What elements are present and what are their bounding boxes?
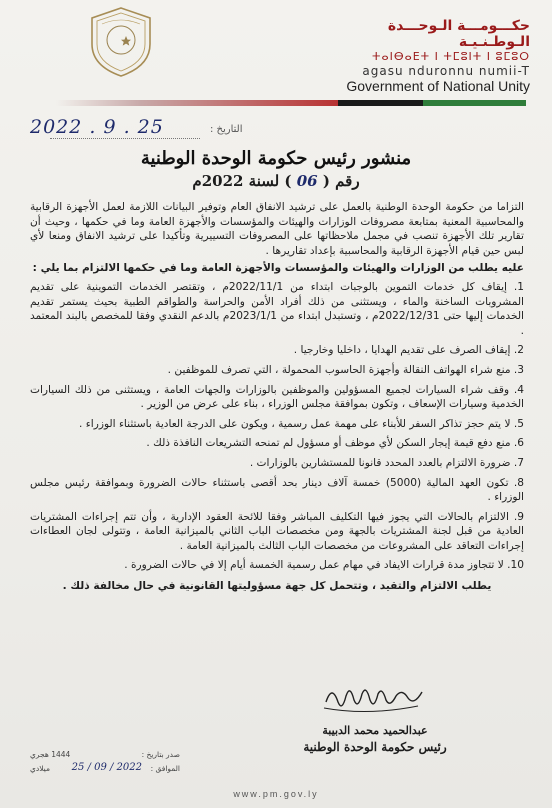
government-name-amazigh-latin: agasu nduronnu numii-T xyxy=(362,64,530,78)
list-item: 1. إيقاف كل خدمات التموين بالوجبات ابتداء من 2022/11/1م ، وتقتصر الخدمات التموينية على تقديم المشروبات الساخنة والماء ، ويستثنى من ذلك أفراد الأمن والحراسة والطواقم الطبية بحيث يستمر تقديم الخدمات إليها حتى 2022/12/31م ، وتستبدل ابتداء من 2023/1/1م بالدعم النقدي وفقا للمخصص بالبند المعتمد . xyxy=(30,280,525,337)
lead-sentence: عليه يطلب من الوزارات والهيئات والمؤسسات والأجهزة العامة وما في حكمها الالتزام بما يلي : xyxy=(32,262,524,275)
list-item: 4. وقف شراء السيارات لجميع المسؤولين والموظفين بالوزارات والجهات العامة ، ويستثنى من ذلك السيارات الخدمية وسيارات الإسعاف ، وتكون بموافقة مجلس الوزراء ، بناء على عرض من الوزير . xyxy=(30,383,524,411)
letterhead xyxy=(0,0,552,100)
document-title: منشور رئيس حكومة الوحدة الوطنية xyxy=(140,148,412,169)
number-suffix: ) لسنة 2022م xyxy=(192,172,292,190)
list-item: 9. الالتزام بالحالات التي يجوز فيها التكليف المباشر وفقا للائحة العقود الإدارية ، وأن تتم إجراءات المشتريات العادية من قبل لجنة المشتريات بالجهة ومن مخصصات الباب الثاني بالميزانية العامة ، وتتولى لجان العطاءات إجراءات التعاقد على المشروعات من مخصصات الباب الثالث بالميزانية العامة . xyxy=(30,510,524,552)
government-emblem-icon xyxy=(88,6,154,78)
handwritten-date: 2022 . 9 . 25 xyxy=(30,116,164,138)
list-item: 3. منع شراء الهواتف النقالة وأجهزة الحاسوب المحمولة ، التي تصرف للموظفين . xyxy=(167,363,524,376)
flag-bar-black xyxy=(338,100,423,106)
list-item: 6. منع دفع قيمة إيجار السكن لأي موظف أو مسؤول لم تمنحه التشريعات النافذة ذلك . xyxy=(146,437,524,450)
intro-paragraph: التزاما من حكومة الوحدة الوطنية بالعمل على ترشيد الانفاق العام وتوفير البيانات اللازمة لعمل الأجهزة الرقابية والمحاسبية المعنية بمتابعة مصروفات الوزارات والهيئات والمؤسسات والأجهزة العامة وما في حكمها ، وحيث أن تقارير تلك الأجهزة تنصب في مجمل ملاحظاتها على المصروفات التسييرية وتأكيدا على ترشيد الانفاق ومنعا لأي لبس حين قيام الأجهزة الرقابية والمحاسبية بإعداد تقاريرها . xyxy=(30,201,524,257)
number-prefix: رقم ( xyxy=(322,172,360,190)
government-name-english: Government of National Unity xyxy=(346,78,530,94)
list-item: 8. تكون العهد المالية (5000) خمسة آلاف دينار بحد أقصى باستثناء حالات الضرورة وبموافقة رئيس مجلس الوزراء . xyxy=(30,476,524,504)
flag-bar-red xyxy=(56,100,338,106)
list-item: 5. لا يتم حجز تذاكر السفر للأبناء على مهمة عمل رسمية ، ويكون على الدرجة العادية باستثناء الوزراء . xyxy=(79,417,524,430)
handwritten-signature-icon xyxy=(318,678,428,718)
hijri-suffix: 1444 هجري xyxy=(30,750,71,759)
date-dotted-line xyxy=(50,138,200,139)
document-number xyxy=(0,172,552,190)
flag-color-bar xyxy=(56,100,526,106)
issuance-gregorian-row xyxy=(30,762,180,776)
government-name-block xyxy=(320,18,530,94)
list-item: 2. إيقاف الصرف على تقديم الهدايا ، داخليا وخارجيا . xyxy=(293,344,524,357)
closing-sentence: يطلب الالتزام والتقيد ، وتتحمل كل جهة مسؤوليتها القانونية في حال مخالفة ذلك . xyxy=(62,580,492,593)
footer-website: www.pm.gov.ly xyxy=(233,789,319,799)
signatory-title: رئيس حكومة الوحدة الوطنية xyxy=(303,740,447,754)
flag-bar-green xyxy=(423,100,526,106)
list-item: 10. لا تتجاوز مدة قرارات الايفاد في مهام عمل رسمية الخمسة أيام إلا في حالات الضرورة . xyxy=(124,559,524,572)
number-value: 06 xyxy=(296,172,318,190)
government-name-tifinagh: ⵜⴰⵏⴱⴰⴹⵜ ⵏ ⵜⵎⵓⵏⵜ ⵏ ⵓⵎⵓⵔ xyxy=(372,50,530,63)
government-name-arabic: حكـــومـــة الـوحـــدة الـوطـنـيـة xyxy=(387,18,530,50)
directives-list xyxy=(30,280,524,573)
signatory-name: عبدالحميد محمد الدبيبة xyxy=(322,724,428,737)
date-label: التاريخ : xyxy=(210,124,243,135)
list-item: 7. ضرورة الالتزام بالعدد المحدد قانونا للمستشارين بالوزارات . xyxy=(249,456,524,469)
hijri-label: صدر بتاريخ : xyxy=(141,750,180,759)
gregorian-label: الموافق : xyxy=(150,764,180,773)
gregorian-value: 25 / 09 / 2022 xyxy=(71,762,142,773)
issuance-hijri-row xyxy=(30,748,180,762)
signature-block xyxy=(300,686,450,760)
gregorian-suffix: ميلادي xyxy=(30,764,50,773)
document-body xyxy=(30,200,524,594)
issuance-box xyxy=(30,748,180,778)
date-line xyxy=(30,116,280,142)
